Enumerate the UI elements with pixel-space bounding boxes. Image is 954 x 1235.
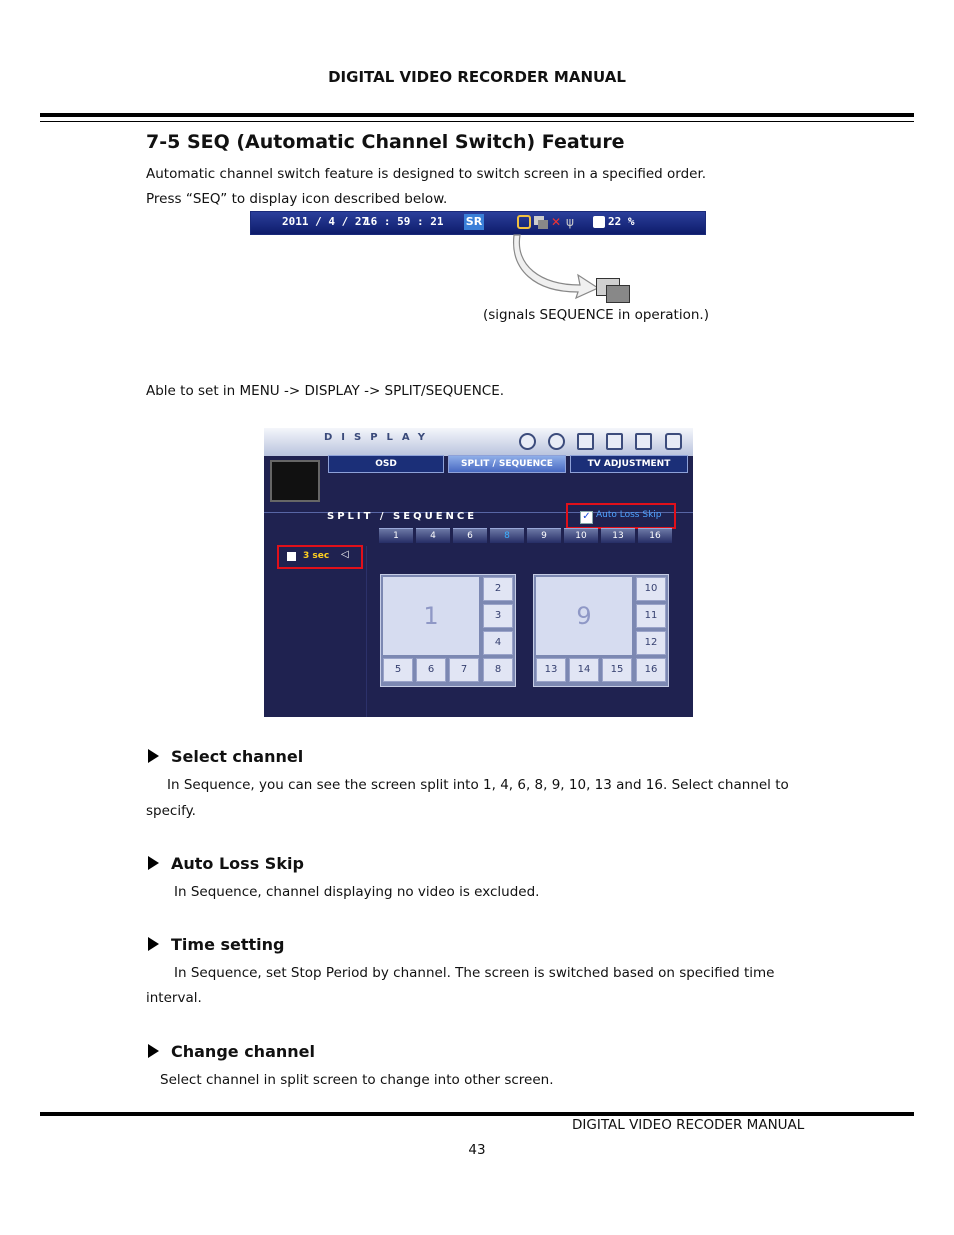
display-topbar <box>264 428 693 456</box>
item-text: In Sequence, you can see the screen split into 1, 4, 6, 8, 9, 10, 13 and 16. Select channel to <box>167 777 789 793</box>
item-text: specify. <box>146 803 196 819</box>
power-icon[interactable] <box>665 433 682 450</box>
grid-cell[interactable]: 6 <box>416 658 446 682</box>
tab-osd[interactable]: OSD <box>328 455 444 473</box>
item-heading <box>148 854 304 873</box>
sidebar-separator <box>366 546 367 717</box>
disk-usage: 22 % <box>608 215 635 228</box>
auto-loss-skip-checkbox[interactable]: ✓ <box>580 511 593 524</box>
split-sequence-title: SPLIT / SEQUENCE <box>327 511 478 522</box>
status-bar <box>250 211 706 235</box>
split-13[interactable]: 13 <box>601 528 635 543</box>
grid-cell[interactable]: 14 <box>569 658 599 682</box>
split-1[interactable]: 1 <box>379 528 413 543</box>
grid-cell-big[interactable]: 9 <box>536 577 632 655</box>
speaker-icon: ◁ <box>341 549 349 560</box>
item-heading <box>148 935 285 954</box>
display-title: DISPLAY <box>324 432 434 443</box>
grid-cell[interactable]: 5 <box>383 658 413 682</box>
grid-cell[interactable]: 12 <box>636 631 666 655</box>
lock-icon <box>517 215 531 229</box>
split-9[interactable]: 9 <box>527 528 561 543</box>
gear-icon[interactable] <box>519 433 536 450</box>
grid-cell[interactable]: 8 <box>483 658 513 682</box>
section-title: 7-5 SEQ (Automatic Channel Switch) Feature <box>146 131 625 153</box>
reel-icon[interactable] <box>548 433 565 450</box>
header-rule <box>40 113 914 117</box>
item-text: In Sequence, channel displaying no video is excluded. <box>174 884 540 900</box>
grid-cell[interactable]: 15 <box>602 658 632 682</box>
split-8[interactable]: 8 <box>490 528 524 543</box>
split-16[interactable]: 16 <box>638 528 672 543</box>
page-header: DIGITAL VIDEO RECORDER MANUAL <box>328 68 626 86</box>
item-heading-text: Change channel <box>171 1042 315 1061</box>
item-text: Select channel in split screen to change into other screen. <box>160 1072 554 1088</box>
item-text: In Sequence, set Stop Period by channel. The screen is switched based on specified time <box>174 965 775 981</box>
item-heading-text: Select channel <box>171 747 304 766</box>
triangle-bullet-icon <box>148 749 159 763</box>
grid-cell[interactable]: 11 <box>636 604 666 628</box>
item-heading-text: Time setting <box>171 935 285 954</box>
usb-icon: ψ <box>566 215 574 229</box>
triangle-bullet-icon <box>148 856 159 870</box>
sr-icon: SR <box>465 215 483 228</box>
menu-path: Able to set in MENU -> DISPLAY -> SPLIT/SEQUENCE. <box>146 383 505 399</box>
split-10[interactable]: 10 <box>564 528 598 543</box>
grid-cell[interactable]: 3 <box>483 604 513 628</box>
item-heading-text: Auto Loss Skip <box>171 854 304 873</box>
status-time: 16 : 59 : 21 <box>364 215 444 228</box>
grid-cell[interactable]: 10 <box>636 577 666 601</box>
curved-arrow-icon <box>510 230 600 300</box>
grid-cell[interactable]: 16 <box>636 658 666 682</box>
grid-cell[interactable]: 2 <box>483 577 513 601</box>
time-setting-highlight <box>277 545 363 569</box>
grid-cell-big[interactable]: 1 <box>383 577 479 655</box>
triangle-bullet-icon <box>148 937 159 951</box>
auto-loss-skip-highlight <box>566 503 676 529</box>
monitor-icon[interactable] <box>635 433 652 450</box>
grid-icon <box>287 552 296 561</box>
header-rule-thin <box>40 121 914 122</box>
network-icon[interactable] <box>577 433 594 450</box>
split-grid-a <box>380 574 516 687</box>
split-6[interactable]: 6 <box>453 528 487 543</box>
sequence-icon-large-back <box>606 285 630 303</box>
grid-cell[interactable]: 13 <box>536 658 566 682</box>
usb-stick-icon[interactable] <box>606 433 623 450</box>
auto-loss-skip-label: Auto Loss Skip <box>596 510 662 520</box>
footer-title: DIGITAL VIDEO RECODER MANUAL <box>572 1117 805 1133</box>
item-heading <box>148 1042 315 1061</box>
display-menu-screenshot <box>264 428 693 717</box>
monitor-icon-large <box>270 460 320 502</box>
grid-cell[interactable]: 4 <box>483 631 513 655</box>
sequence-caption: (signals SEQUENCE in operation.) <box>483 307 709 323</box>
split-4[interactable]: 4 <box>416 528 450 543</box>
tab-split-sequence[interactable]: SPLIT / SEQUENCE <box>448 455 566 473</box>
intro-line-1: Automatic channel switch feature is designed to switch screen in a specified order. <box>146 166 707 182</box>
time-value[interactable]: 3 sec <box>303 551 330 561</box>
triangle-bullet-icon <box>148 1044 159 1058</box>
split-grid-b <box>533 574 669 687</box>
mute-icon: ✕ <box>551 215 562 229</box>
hdd-icon <box>593 216 605 228</box>
page-number: 43 <box>468 1142 486 1158</box>
status-date: 2011 / 4 / 27 <box>282 215 369 228</box>
intro-line-2: Press “SEQ” to display icon described below. <box>146 191 448 207</box>
item-text: interval. <box>146 990 202 1006</box>
tab-tv-adjustment[interactable]: TV ADJUSTMENT <box>570 455 688 473</box>
grid-cell[interactable]: 7 <box>449 658 479 682</box>
sequence-icon <box>534 216 544 225</box>
item-heading <box>148 747 303 766</box>
